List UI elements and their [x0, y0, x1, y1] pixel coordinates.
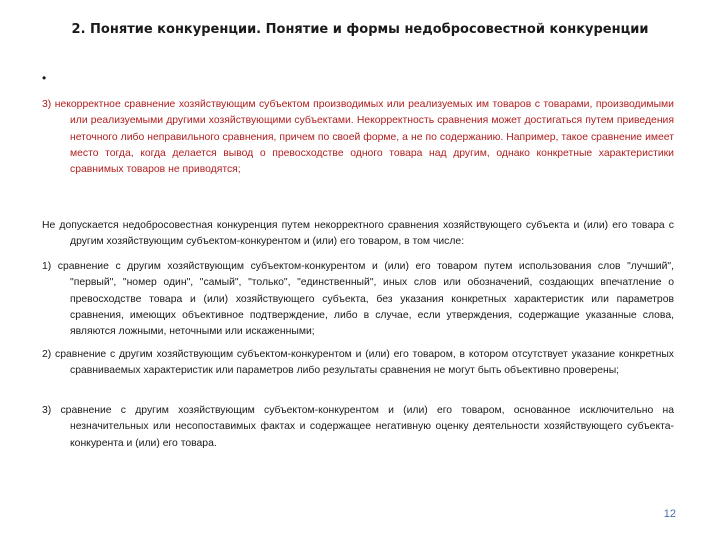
bullet-marker: •: [42, 71, 47, 85]
page-number: 12: [663, 508, 676, 520]
paragraph-incorrect-comparison: 3) некорректное сравнение хозяйствующим субъектом производимых или реализуемых им товаров с товарами, производимыми или реализуемыми другими хозяйствующими субъектами. Некорректность сравнения может достигаться путем приведения неточного либо неправильного сравнения, причем по своей форме, а не по содержанию. Например, такое сравнение имеет место тогда, когда делается вывод о превосходстве одного товара над другим, однако конкретные характеристики сравнимых товаров не приводятся;: [42, 99, 674, 176]
paragraph-item-2: 2) сравнение с другим хозяйствующим субъектом-конкурентом и (или) его товаром, в котором отсутствует указание конкретных сравниваемых характеристик или параметров либо результаты сравнения не могут быть объективно проверены;: [42, 349, 674, 377]
paragraph-item-3: 3) сравнение с другим хозяйствующим субъектом-конкурентом и (или) его товаром, основанное исключительно на незначительных или несопоставимых фактах и содержащее негативную оценку деятельности хозяйствующего субъекта-конкурента и (или) его товара.: [42, 405, 674, 449]
slide-title: 2. Понятие конкуренции. Понятие и формы недобросовестной конкуренции: [71, 22, 649, 37]
paragraph-item-1: 1) сравнение с другим хозяйствующим субъектом-конкурентом и (или) его товаром путем использования слов "лучший", "первый", "номер один", "самый", "только", "единственный", иных слов или обозначений, создающих впечатление о превосходстве товара и (или) хозяйствующего субъекта, без указания конкретных характеристик или параметров сравнения, имеющих объективное подтверждение, либо в случае, если утверждения, содержащие указанные слова, являются ложными, неточными или искаженными;: [42, 261, 674, 338]
paragraph-prohibition-intro: Не допускается недобросовестная конкуренция путем некорректного сравнения хозяйствующего субъекта и (или) его товара с другим хозяйствующим субъектом-конкурентом и (или) его товаром, в том числе:: [42, 220, 674, 248]
